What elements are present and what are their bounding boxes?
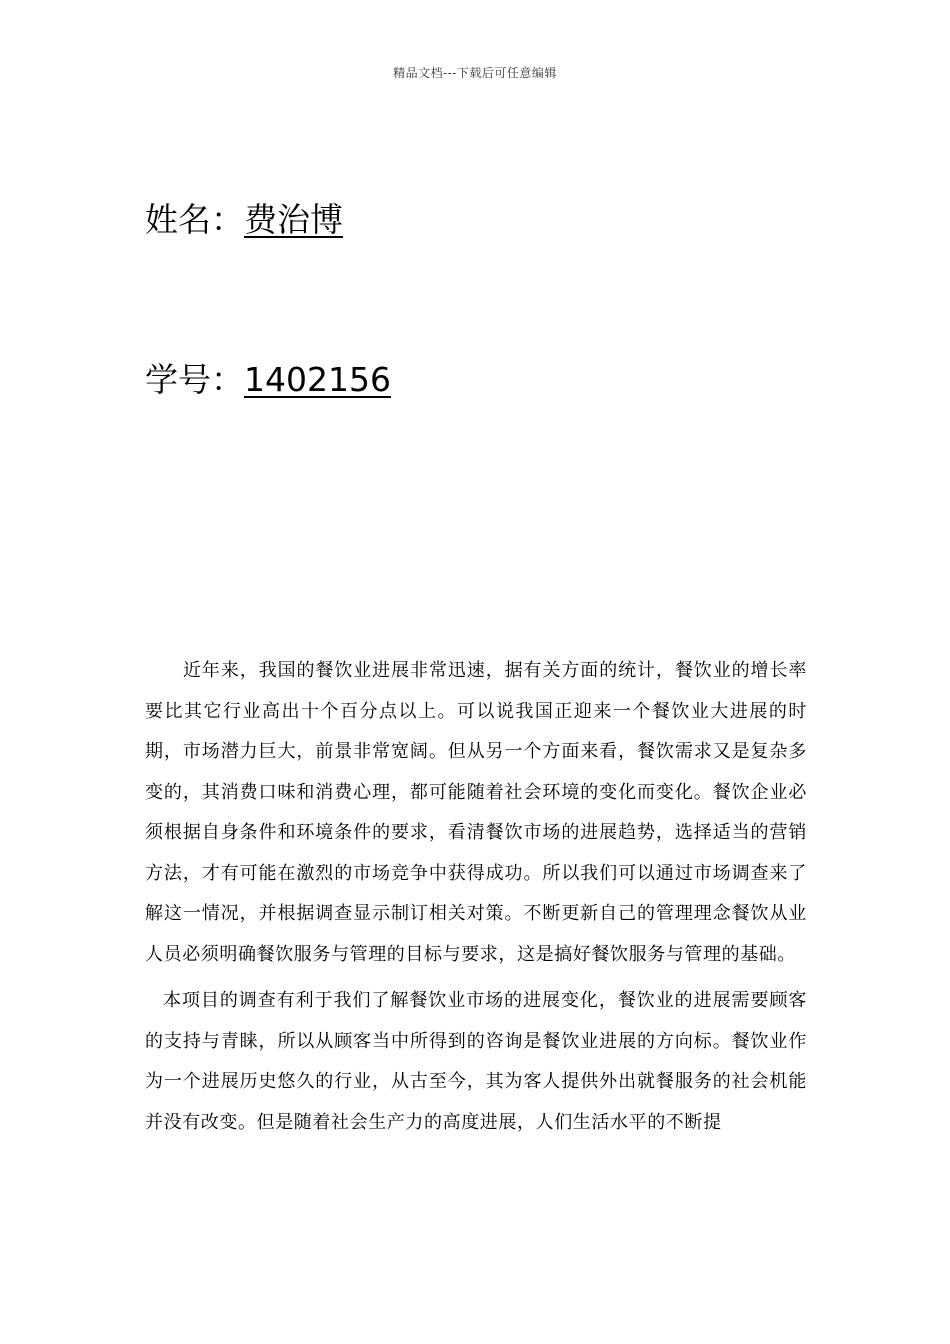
student-name-field bbox=[145, 198, 343, 242]
id-value: 1402156 bbox=[244, 360, 391, 399]
paragraph-project: 本项目的调查有利于我们了解餐饮业市场的进展变化，餐饮业的进展需要顾客的支持与青睐，所以从顾客当中所得到的咨询是餐饮业进展的方向标。餐饮业作为一个进展历史悠久的行业，从古至今，其为客人提供外出就餐服务的社会机能并没有改变。但是随着社会生产力的高度进展，人们生活水平的不断提 bbox=[145, 990, 807, 1133]
page-header: 精品文档---下载后可任意编辑 bbox=[393, 66, 557, 80]
student-id-field bbox=[145, 358, 391, 402]
paragraph-intro: 近年来，我国的餐饮业进展非常迅速，据有关方面的统计，餐饮业的增长率要比其它行业高出十个百分点以上。可以说我国正迎来一个餐饮业大进展的时期，市场潜力巨大，前景非常宽阔。但从另一个方面来看，餐饮需求又是复杂多变的，其消费口味和消费心理，都可能随着社会环境的变化而变化。餐饮企业必须根据自身条件和环境条件的要求，看清餐饮市场的进展趋势，选择适当的营销方法，才有可能在激烈的市场竞争中获得成功。所以我们可以通过市场调查来了解这一情况，并根据调查显示制订相关对策。不断更新自己的管理理念餐饮从业人员必须明确餐饮服务与管理的目标与要求，这是搞好餐饮服务与管理的基础。 bbox=[145, 660, 807, 965]
id-label: 学号： bbox=[145, 360, 244, 399]
name-label: 姓名： bbox=[145, 200, 244, 239]
document-body bbox=[145, 651, 807, 1143]
name-value: 费治博 bbox=[244, 200, 343, 239]
